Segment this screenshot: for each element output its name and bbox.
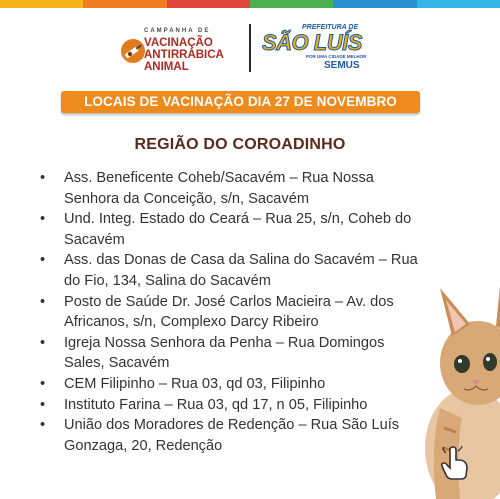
location-item	[40, 250, 440, 291]
header	[0, 22, 500, 74]
syringe-icon	[120, 38, 146, 64]
location-line: Gonzaga, 20, Redenção	[64, 437, 223, 454]
bullet-icon: •	[40, 334, 46, 351]
campaign-line-2: ANTIRRÁBICA	[144, 49, 224, 61]
stripe-segment	[250, 0, 333, 8]
location-item	[40, 292, 440, 333]
location-item	[40, 415, 440, 456]
date-banner	[61, 91, 420, 113]
location-line: Und. Integ. Estado do Ceará – Rua 25, s/n, Coheb do	[64, 211, 412, 228]
stripe-segment	[167, 0, 250, 8]
banner-text: LOCAIS DE VACINAÇÃO DIA 27 DE NOVEMBRO	[84, 94, 397, 109]
department-label: SEMUS	[324, 60, 360, 71]
city-tagline: POR UMA CIDADE MELHOR	[306, 54, 367, 59]
location-line: Senhora da Conceição, s/n, Sacavém	[64, 190, 309, 207]
location-line: União dos Moradores de Redenção – Rua São Luís	[64, 417, 400, 434]
hand-cursor-icon	[440, 446, 470, 480]
location-line: Sales, Sacavém	[64, 355, 170, 372]
color-stripe	[0, 0, 500, 8]
location-item	[40, 374, 440, 395]
location-line: do Fio, 134, Salina do Sacavém	[64, 272, 271, 289]
region-title: REGIÃO DO COROADINHO	[134, 136, 346, 153]
city-name: SÃO LUÍS	[262, 30, 362, 55]
location-line: Posto de Saúde Dr. José Carlos Macieira – Av. dos	[64, 293, 394, 310]
location-item	[40, 395, 440, 416]
location-line: CEM Filipinho – Rua 03, qd 03, Filipinho	[64, 375, 326, 392]
location-line: Instituto Farina – Rua 03, qd 17, n 05, Filipinho	[64, 396, 368, 413]
location-item	[40, 209, 440, 250]
prefeitura-logo	[262, 24, 372, 72]
bullet-icon: •	[40, 293, 46, 310]
location-line: Ass. Beneficente Coheb/Sacavém – Rua Nossa	[64, 170, 374, 186]
location-list	[40, 168, 440, 456]
stripe-segment	[417, 0, 500, 8]
campaign-line-3: ANIMAL	[144, 61, 189, 73]
bullet-icon: •	[40, 375, 46, 392]
campaign-small-label: CAMPANHA DE	[144, 28, 211, 34]
header-divider	[249, 24, 251, 72]
bullet-icon: •	[40, 170, 46, 186]
location-line: Sacavém	[64, 231, 125, 248]
prefeitura-label: PREFEITURA DE	[302, 24, 359, 31]
location-line: Igreja Nossa Senhora da Penha – Rua Domingos	[64, 334, 385, 351]
location-item	[40, 168, 440, 209]
bullet-icon: •	[40, 252, 46, 269]
location-item	[40, 333, 440, 374]
campaign-line-1: VACINAÇÃO	[144, 37, 213, 49]
bullet-icon: •	[40, 417, 46, 434]
stripe-segment	[83, 0, 166, 8]
bullet-icon: •	[40, 211, 46, 228]
location-line: Africanos, s/n, Complexo Darcy Ribeiro	[64, 314, 319, 331]
campaign-logo	[118, 26, 238, 72]
stripe-segment	[0, 0, 83, 8]
stripe-segment	[333, 0, 416, 8]
bullet-icon: •	[40, 396, 46, 413]
location-line: Ass. das Donas de Casa da Salina do Sacavém – Rua	[64, 252, 418, 269]
